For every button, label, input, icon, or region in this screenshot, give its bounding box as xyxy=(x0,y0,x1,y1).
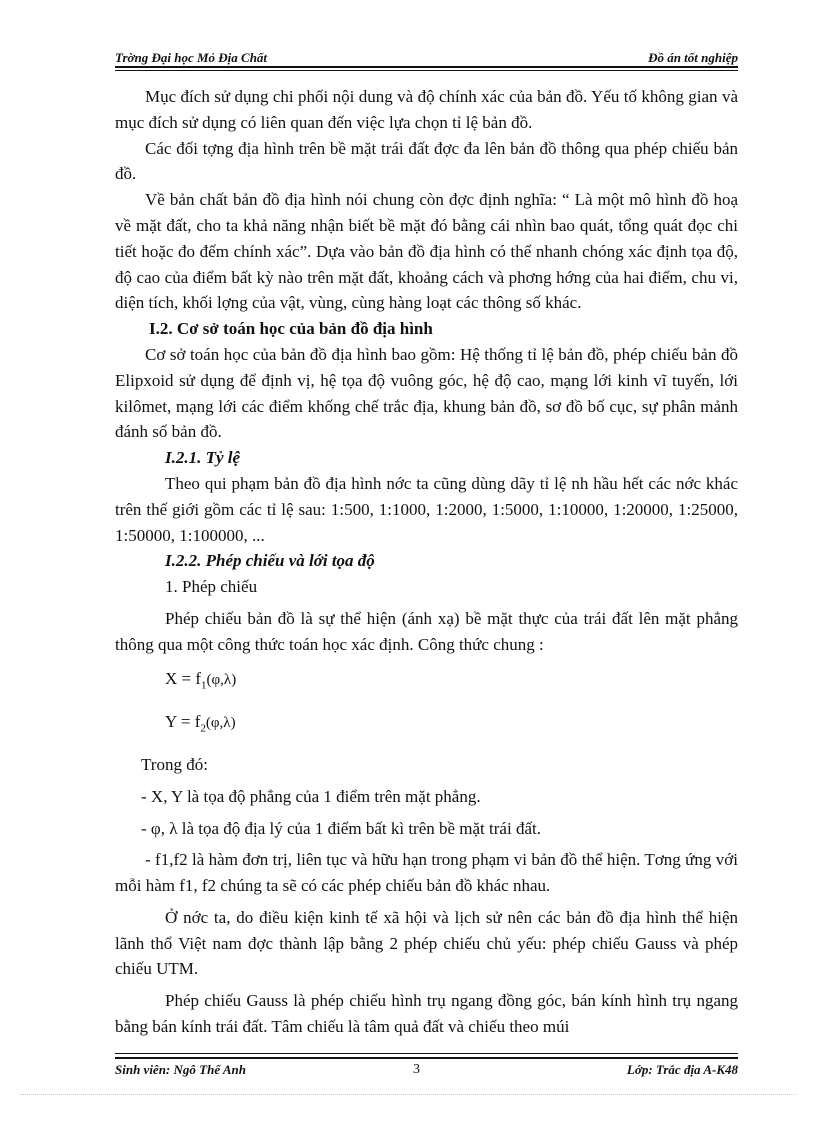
header-rule xyxy=(115,66,738,68)
footer-rule xyxy=(115,1057,738,1059)
footer-student: Sinh viên: Ngô Thế Anh xyxy=(115,1062,246,1077)
paragraph: Cơ sở toán học của bản đồ địa hình bao gồm: Hệ thống tỉ lệ bản đồ, phép chiếu bản đồ Elipxoid sử dụng để định vị, hệ tọa độ vuông góc, hệ độ cao, mạng lới kinh vĩ tuyến, lới kilômet, mạng lới các điểm khống chế trắc địa, khung bản đồ, sơ đồ bố cục, sự phân mảnh đánh số bản đồ. xyxy=(115,344,738,442)
paragraph: Phép chiếu Gauss là phép chiếu hình trụ ngang đồng góc, bán kính hình trụ ngang bằng bán kính trái đất. Tâm chiếu là tâm quả đất và chiếu theo múi xyxy=(115,991,738,1037)
list-item: 1. Phép chiếu xyxy=(165,577,258,597)
subsection-heading: I.2.2. Phép chiếu và lới tọa độ xyxy=(165,551,375,571)
page-bottom-divider xyxy=(20,1094,796,1095)
paragraph: Các đối tợng địa hình trên bề mặt trái đất đợc đa lên bản đồ thông qua phép chiếu bản đồ. xyxy=(115,138,738,184)
header-school: Trờng Đại học Mỏ Địa Chất xyxy=(115,50,268,65)
subsection-heading: I.2.1. Tỷ lệ xyxy=(165,448,241,468)
paragraph: Về bản chất bản đồ địa hình nói chung còn đợc định nghĩa: “ Là một mô hình đồ hoạ về mặt đất, cho ta khả năng nhận biết bề mặt đó bằng cái nhìn bao quát, tổng quát đọc chi tiết hoặc đo đếm chính xác”. Dựa vào bản đồ địa hình có thể nhanh chóng xác định tọa độ, độ cao của điểm bất kỳ nào trên mặt đất, khoảng cách và phơng hớng của hai điểm, chu vi, diện tích, khối lợng của vật, vùng, cùng hàng loạt các thông số khác. xyxy=(115,190,738,313)
footer-rule-thin xyxy=(115,1053,738,1054)
header-rule-thin xyxy=(115,70,738,71)
page-footer xyxy=(115,1062,738,1080)
paragraph: Theo qui phạm bản đồ địa hình nớc ta cũng dùng dãy tỉ lệ nh hầu hết các nớc khác trên thế giới gồm các tỉ lệ sau: 1:500, 1:1000, 1:2000, 1:5000, 1:10000, 1:20000, 1:25000, 1:50000, 1:100000, ... xyxy=(115,473,738,545)
paragraph: Mục đích sử dụng chi phối nội dung và độ chính xác của bản đồ. Yếu tố không gian và mục đích sử dụng có liên quan đến việc lựa chọn tỉ lệ bản đồ. xyxy=(115,87,738,132)
page-header xyxy=(115,48,738,68)
paragraph: Trong đó: xyxy=(141,754,208,774)
header-doc-type: Đồ án tốt nghiệp xyxy=(648,50,738,65)
list-item: - φ, λ là tọa độ địa lý của 1 điểm bất kì trên bề mặt trái đất. xyxy=(141,818,541,838)
section-heading: I.2. Cơ sở toán học của bản đồ địa hình xyxy=(149,319,433,339)
page-number: 3 xyxy=(413,1062,420,1077)
paragraph: Ở nớc ta, do điều kiện kinh tế xã hội và lịch sử nên các bản đồ địa hình thể hiện lãnh thổ Việt nam đợc thành lập bằng 2 phép chiếu chủ yếu: phép chiếu Gauss và phép chiếu UTM. xyxy=(115,907,738,979)
paragraph: Phép chiếu bản đồ là sự thể hiện (ánh xạ) bề mặt thực của trái đất lên mặt phẳng thông qua một công thức toán học xác định. Công thức chung : xyxy=(115,608,738,654)
list-item: - f1,f2 là hàm đơn trị, liên tục và hữu hạn trong phạm vi bản đồ thể hiện. Tơng ứng với mỗi hàm f1, f2 chúng ta sẽ có các phép chiếu bản đồ khác nhau. xyxy=(115,850,738,896)
formula-x: $X = f_1(\varphi,\lambda)$ xyxy=(165,668,237,691)
footer-class: Lớp: Trắc địa A-K48 xyxy=(626,1062,738,1077)
page-body xyxy=(115,84,738,1040)
formula-y: $Y = f_2(\varphi,\lambda)$ xyxy=(165,711,236,735)
list-item: - X, Y là tọa độ phẳng của 1 điểm trên mặt phẳng. xyxy=(141,786,481,806)
